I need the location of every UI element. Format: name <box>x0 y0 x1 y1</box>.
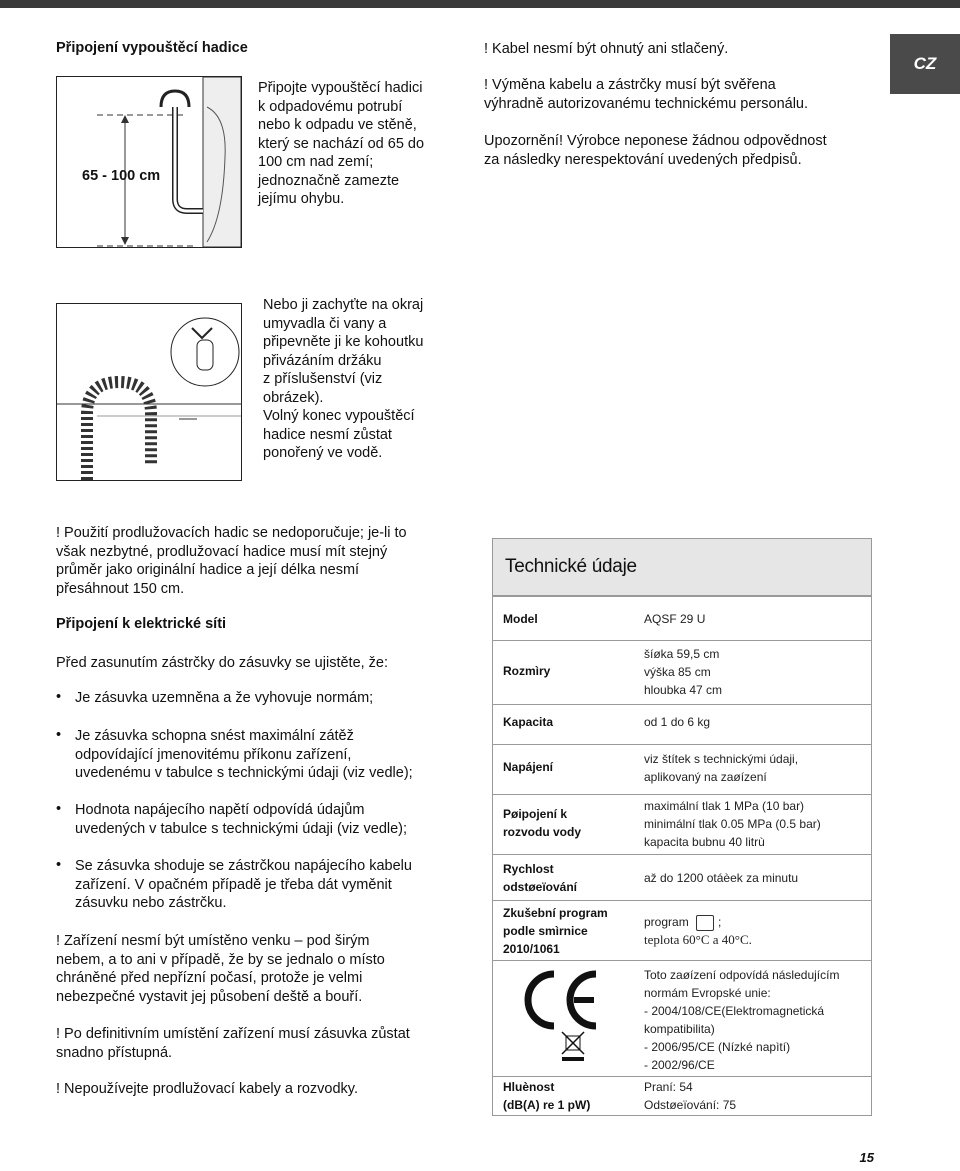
row-value: program ; teplota 60°C a 40°C. <box>644 915 752 947</box>
row-label: Rychlost odstøeïování <box>503 862 578 894</box>
cable-note: ! Kabel nesmí být ohnutý ani stlačený. <box>484 41 729 57</box>
row-label: Zkušební program podle smìrnice 2010/1061 <box>503 906 608 956</box>
row-label: Hluènost (dB(A) re 1 pW) <box>503 1080 591 1112</box>
bullet-icon: • <box>56 727 62 743</box>
extension-hose-note: ! Použití prodlužovacích hadic se nedoporučuje; je-li to však nezbytné, prodlužovací hadice musí mít stejný průměr jako originální hadice a její délka nesmí přesáhnout 150 cm. <box>56 525 407 597</box>
eu-compliance-text: Toto zaøízení odpovídá následujícím normám Evropské unie: - 2004/108/CE(Elektromagnetická kompatibilita) - 2006/95/CE (Nízké napìtí) - 2002/96/CE <box>644 968 840 1072</box>
bullet-icon: • <box>56 801 62 817</box>
wash-program-icon <box>696 915 714 931</box>
row-value: až do 1200 otáèek za minutu <box>644 871 799 885</box>
tech-table-title: Technické údaje <box>492 538 872 596</box>
figure-drain-wall <box>56 76 242 248</box>
access-warning: ! Po definitivním umístění zařízení musí zásuvka zůstat snadno přístupná. <box>56 1026 410 1061</box>
section-heading-drain: Připojení vypouštěcí hadice <box>56 40 248 56</box>
outdoor-warning: ! Zařízení nesmí být umístěno venku – pod širým nebem, a to ani v případě, že by se jednalo o místo chráněné před nepřízní počasí, protože je velmi nebezpečné vystavit jej působení deště a bouří. <box>56 933 385 1005</box>
cable-replacement-note: ! Výměna kabelu a zástrčky musí být svěřena výhradně autorizovanému technickému personálu. <box>484 77 809 112</box>
row-label: Kapacita <box>503 715 554 729</box>
page-number: 15 <box>859 1150 874 1165</box>
weee-bin-icon <box>562 1032 584 1061</box>
row-value: AQSF 29 U <box>644 612 706 626</box>
sink-instructions: Nebo ji zachyťte na okraj umyvadla či vany a připevněte ji ke kohoutku přivázáním držáku z příslušenství (viz obrázek). Volný konec vypouštěcí hadice nesmí zůstat ponořený ve vodě. <box>263 297 424 461</box>
row-label: Napájení <box>503 760 554 774</box>
figure-drain-sink <box>56 303 242 481</box>
extension-cable-warning: ! Nepoužívejte prodlužovací kabely a rozvodky. <box>56 1081 358 1097</box>
row-value: viz štítek s technickými údaji, aplikovaný na zaøízení <box>644 752 799 784</box>
electric-intro: Před zasunutím zástrčky do zásuvky se ujistěte, že: <box>56 655 389 671</box>
row-value: od 1 do 6 kg <box>644 715 711 729</box>
bullet-item: Je zásuvka schopna snést maximální zátěž odpovídající jmenovitému příkonu zařízení, uvedenému v tabulce s technickými údaji (viz vedle); <box>75 728 413 781</box>
liability-note: Upozornění! Výrobce neponese žádnou odpovědnost za následky nerespektování uvedených předpisů. <box>484 133 827 168</box>
bullet-icon: • <box>56 689 62 705</box>
row-label: Rozmìry <box>503 664 551 678</box>
height-label: 65 - 100 cm <box>82 168 161 184</box>
ce-mark-icon <box>522 968 602 1064</box>
section-heading-electric: Připojení k elektrické síti <box>56 616 227 632</box>
row-label: Model <box>503 612 538 626</box>
top-bar <box>0 0 960 8</box>
drain-sink-illustration <box>57 304 241 480</box>
row-value: maximální tlak 1 MPa (10 bar) minimální tlak 0.05 MPa (0.5 bar) kapacita bubnu 40 litrù <box>644 799 821 849</box>
bullet-item: Hodnota napájecího napětí odpovídá údajům uvedených v tabulce s technickými údaji (viz vedle); <box>75 802 408 837</box>
row-label: Pøipojení k rozvodu vody <box>503 807 582 839</box>
bullet-item: Se zásuvka shoduje se zástrčkou napájecího kabelu zařízení. V opačném případě je třeba dát vyměnit zásuvku nebo zástrčku. <box>75 858 412 911</box>
row-value: Praní: 54 Odstøeïování: 75 <box>644 1080 737 1112</box>
bullet-icon: • <box>56 857 62 873</box>
row-value: šíøka 59,5 cm výška 85 cm hloubka 47 cm <box>644 647 723 697</box>
drain-instructions: Připojte vypouštěcí hadici k odpadovému potrubí nebo k odpadu ve stěně, který se nachází od 65 do 100 cm nad zemí; jednoznačně zamezte jejímu ohybu. <box>258 80 425 207</box>
language-badge: CZ <box>890 34 960 94</box>
bullet-item: Je zásuvka uzemněna a že vyhovuje normám; <box>75 690 374 706</box>
drain-wall-illustration <box>57 77 241 247</box>
